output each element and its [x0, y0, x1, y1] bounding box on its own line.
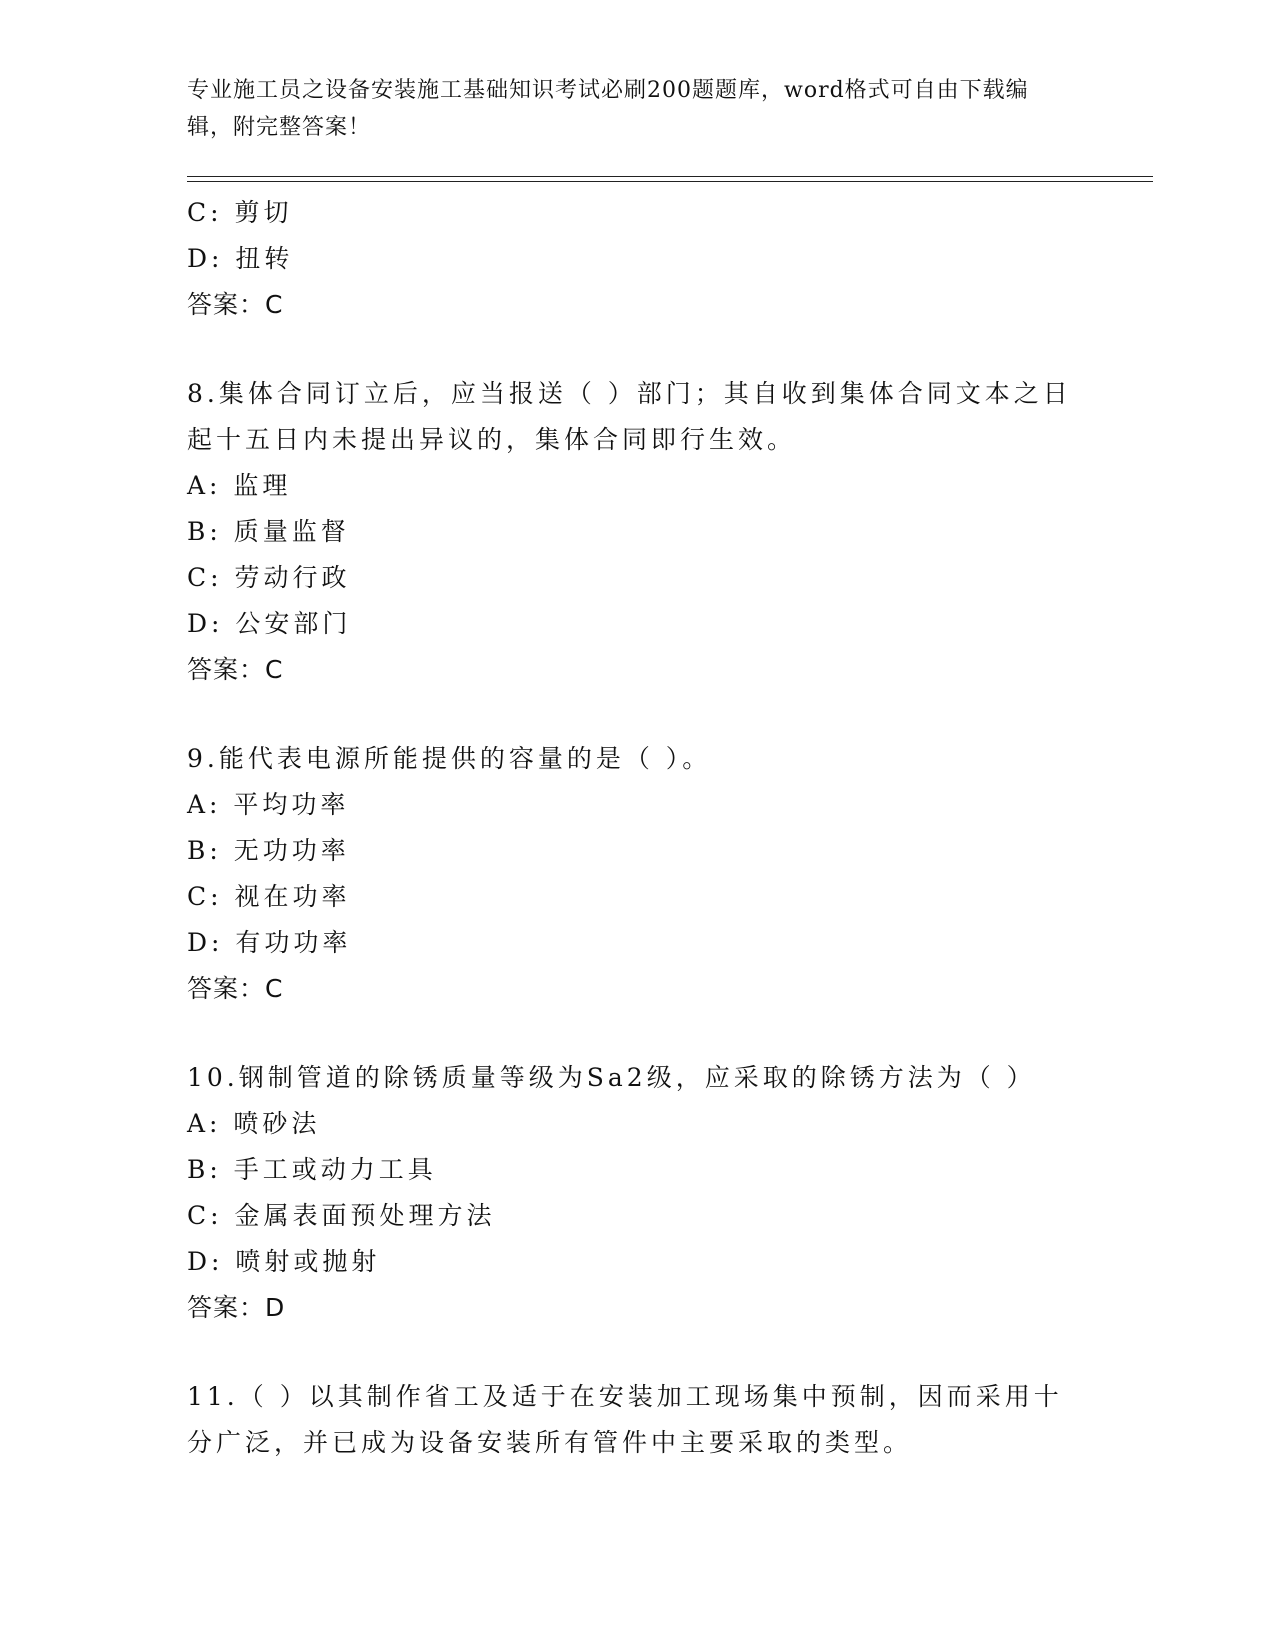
header-divider-top — [187, 176, 1153, 177]
question-text-line-2: 起十五日内未提出异议的，集体合同即行生效。 — [187, 425, 797, 454]
option-d: D: 有功功率 — [187, 928, 352, 957]
question-8 — [187, 371, 1087, 693]
question-text-line-1: 8.集体合同订立后，应当报送（ ）部门；其自收到集体合同文本之日 — [187, 379, 1072, 408]
question-list — [187, 190, 1087, 1466]
option-a: A: 喷砂法 — [187, 1109, 321, 1138]
option-a: A: 监理 — [187, 471, 292, 500]
document-header — [187, 72, 1067, 146]
question-text-line-1: 10.钢制管道的除锈质量等级为Sa2级，应采取的除锈方法为（ ） — [187, 1063, 1036, 1092]
option-a: A: 平均功率 — [187, 790, 350, 819]
answer-line: 答案：D — [187, 1293, 286, 1322]
option-d: D: 喷射或抛射 — [187, 1247, 381, 1276]
option-b: B: 手工或动力工具 — [187, 1155, 437, 1184]
option-c: C: 剪切 — [187, 198, 293, 227]
question-9 — [187, 736, 1087, 1012]
answer-line: 答案：C — [187, 655, 284, 684]
answer-line: 答案：C — [187, 290, 284, 319]
answer-line: 答案：C — [187, 974, 284, 1003]
question-text-line-1: 11.（ ）以其制作省工及适于在安装加工现场集中预制，因而采用十 — [187, 1382, 1063, 1411]
question-7-partial — [187, 190, 1087, 328]
option-d: D: 扭转 — [187, 244, 294, 273]
question-10 — [187, 1055, 1087, 1331]
option-c: C: 视在功率 — [187, 882, 351, 911]
question-text-line-1: 9.能代表电源所能提供的容量的是（ ）。 — [187, 744, 712, 773]
header-title: 专业施工员之设备安装施工基础知识考试必刷200题题库，word格式可自由下载编辑，附完整答案！ — [187, 78, 1029, 140]
option-b: B: 质量监督 — [187, 517, 350, 546]
question-text-line-2: 分广泛，并已成为设备安装所有管件中主要采取的类型。 — [187, 1428, 913, 1457]
option-b: B: 无功功率 — [187, 836, 350, 865]
option-d: D: 公安部门 — [187, 609, 352, 638]
header-divider-bottom — [187, 181, 1153, 182]
option-c: C: 金属表面预处理方法 — [187, 1201, 496, 1230]
question-11 — [187, 1374, 1087, 1466]
option-c: C: 劳动行政 — [187, 563, 351, 592]
